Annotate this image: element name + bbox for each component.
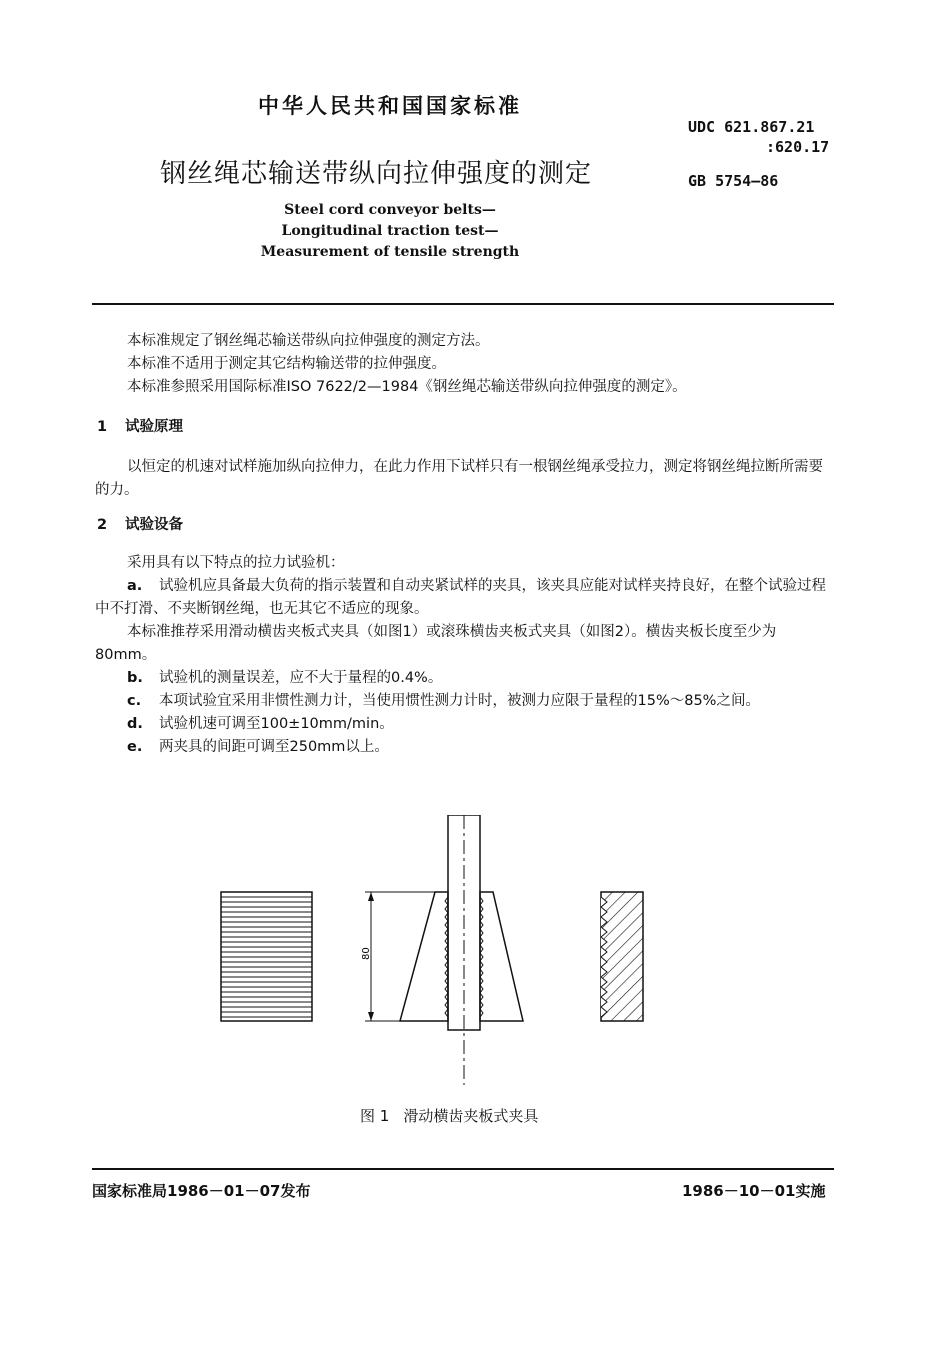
intro-line-3: 本标准参照采用国际标准ISO 7622/2—1984《钢丝绳芯输送带纵向拉伸强度的测定》。	[127, 379, 687, 395]
title-english-line-2: Longitudinal traction test—	[281, 223, 499, 239]
figure-1-drawing	[180, 815, 680, 1085]
title-english	[240, 200, 540, 263]
item-a-note: 本标准推荐采用滑动横齿夹板式夹具（如图1）或滚珠横齿夹板式夹具（如图2）。横齿夹板长度至少为80mm。	[95, 624, 777, 663]
dimension-label: 80	[361, 947, 372, 960]
section-2-body	[95, 552, 835, 759]
dimension-line	[365, 892, 435, 1021]
item-e-mark: e.	[127, 739, 143, 755]
footer-rule	[92, 1168, 834, 1170]
item-e-text: 两夹具的间距可调至250mm以上。	[159, 739, 389, 755]
udc-line-2: :620.17	[766, 138, 830, 156]
item-a	[95, 575, 835, 621]
section-1-text: 以恒定的机速对试样施加纵向拉伸力，在此力作用下试样只有一根钢丝绳承受拉力，测定将钢丝绳拉断所需要的力。	[95, 459, 823, 498]
title-english-line-3: Measurement of tensile strength	[260, 244, 520, 260]
item-c-mark: c.	[127, 693, 142, 709]
section-1-number: 1	[97, 419, 108, 435]
jaw-section-view	[601, 892, 643, 1021]
effective-date: 1986－10－01实施	[682, 1182, 826, 1200]
item-d-mark: d.	[127, 716, 143, 732]
figure-caption-number: 图 1	[360, 1107, 390, 1125]
section-2-lead: 采用具有以下特点的拉力试验机：	[127, 555, 345, 571]
item-e	[95, 736, 835, 759]
title-english-line-1: Steel cord conveyor belts—	[284, 202, 496, 218]
section-2-number: 2	[97, 517, 108, 533]
title-chinese: 钢丝绳芯输送带纵向拉伸强度的测定	[160, 159, 593, 189]
section-2-title: 试验设备	[125, 517, 183, 533]
item-b-mark: b.	[127, 670, 143, 686]
udc-code	[688, 117, 829, 157]
item-a-mark: a.	[127, 578, 143, 594]
section-1-heading	[97, 415, 183, 436]
item-c	[95, 690, 835, 713]
country-standard-heading: 中华人民共和国国家标准	[258, 94, 522, 118]
item-d-text: 试验机速可调至100±10mm/min。	[159, 716, 394, 732]
jaw-face-view	[221, 892, 312, 1021]
figure-caption-text: 滑动横齿夹板式夹具	[403, 1107, 539, 1125]
clamp-side-view	[400, 815, 523, 1085]
item-b-text: 试验机的测量误差，应不大于量程的0.4%。	[159, 670, 443, 686]
item-d	[95, 713, 835, 736]
issue-date: 国家标准局1986－01－07发布	[92, 1182, 311, 1200]
figure-1-caption	[360, 1105, 538, 1126]
section-2-heading	[97, 513, 183, 534]
item-a-text: 试验机应具备最大负荷的指示装置和自动夹紧试样的夹具，该夹具应能对试样夹持良好，在整个试验过程中不打滑、不夹断钢丝绳，也无其它不适应的现象。	[95, 578, 826, 617]
intro-block	[127, 330, 687, 399]
intro-line-1: 本标准规定了钢丝绳芯输送带纵向拉伸强度的测定方法。	[127, 333, 490, 349]
intro-line-2: 本标准不适用于测定其它结构输送带的拉伸强度。	[127, 356, 446, 372]
section-1-title: 试验原理	[125, 419, 183, 435]
header-rule	[92, 303, 834, 305]
gb-number: GB 5754—86	[688, 172, 779, 190]
item-b	[95, 667, 835, 690]
udc-line-1: UDC 621.867.21	[688, 118, 815, 136]
item-c-text: 本项试验宜采用非惯性测力计，当使用惯性测力计时，被测力应限于量程的15%～85%之间。	[159, 693, 760, 709]
